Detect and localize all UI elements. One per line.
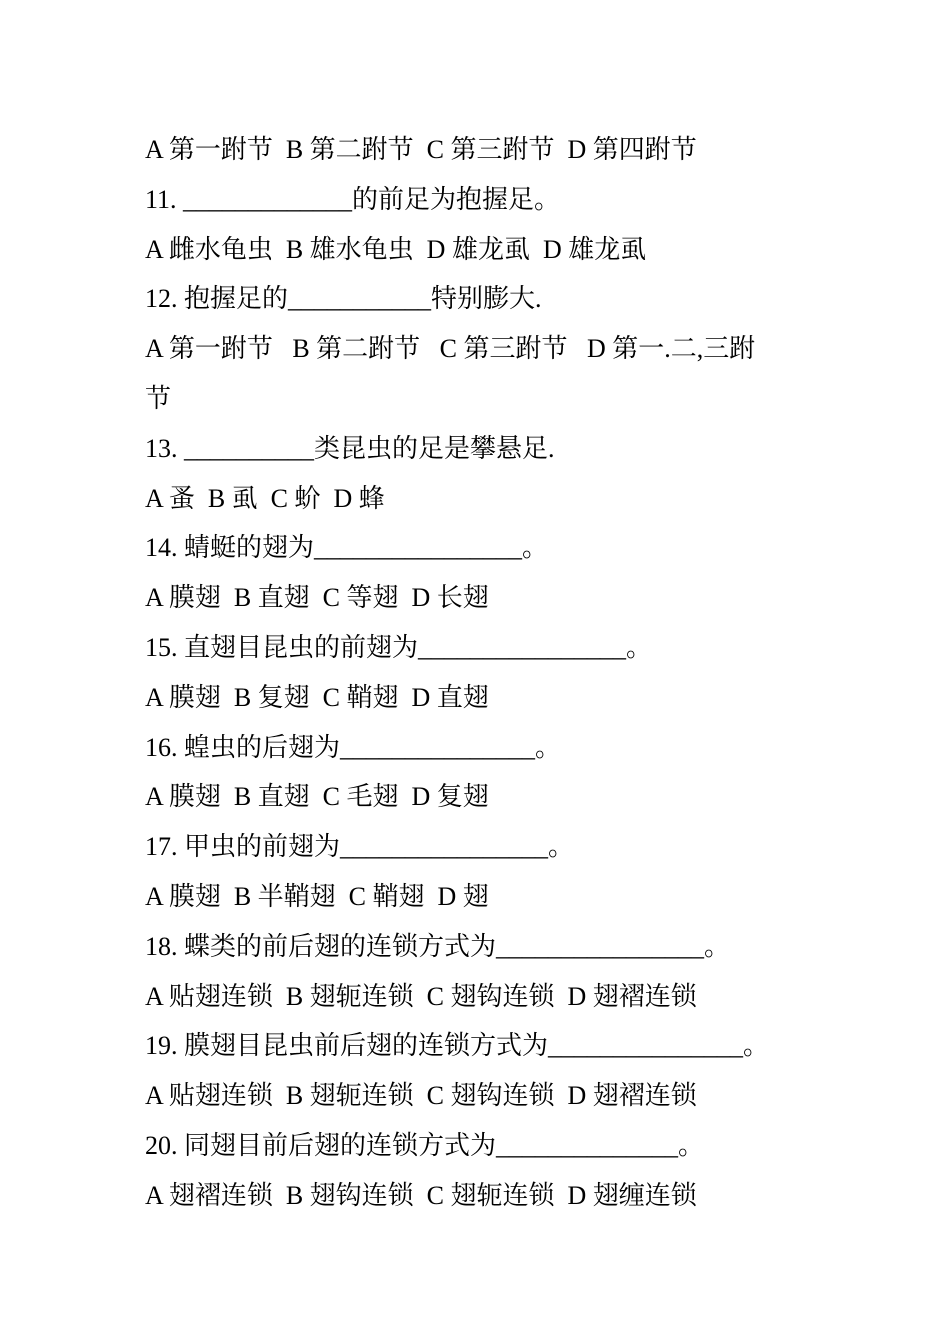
question-12: 12. 抱握足的___________特别膨大. bbox=[145, 284, 542, 314]
options-q10: A 第一跗节 B 第二跗节 C 第三跗节 D 第四跗节 bbox=[145, 135, 697, 164]
options-q12: A 第一跗节 B 第二跗节 C 第三跗节 D 第一.二,三跗 bbox=[145, 334, 756, 364]
options-q18: A 贴翅连锁 B 翅轭连锁 C 翅钩连锁 D 翅褶连锁 bbox=[145, 981, 697, 1011]
document-page bbox=[145, 125, 845, 1221]
question-15: 15. 直翅目昆虫的前翅为________________。 bbox=[145, 632, 653, 662]
question-11: 11. _____________的前足为抱握足。 bbox=[145, 184, 561, 214]
question-17: 17. 甲虫的前翅为________________。 bbox=[145, 832, 575, 862]
question-14: 14. 蜻蜓的翅为________________。 bbox=[145, 533, 549, 563]
options-q17: A 膜翅 B 半鞘翅 C 鞘翅 D 翅 bbox=[145, 881, 489, 911]
question-20: 20. 同翅目前后翅的连锁方式为______________。 bbox=[145, 1130, 705, 1160]
options-q12-continued: 节 bbox=[145, 383, 172, 413]
options-q14: A 膜翅 B 直翅 C 等翅 D 长翅 bbox=[145, 583, 489, 613]
options-q11: A 雌水龟虫 B 雄水龟虫 D 雄龙虱 D 雄龙虱 bbox=[145, 234, 647, 264]
question-18: 18. 蝶类的前后翅的连锁方式为________________。 bbox=[145, 931, 731, 961]
question-13: 13. __________类昆虫的足是攀悬足. bbox=[145, 433, 555, 463]
options-q13: A 蚤 B 虱 C 蚧 D 蜂 bbox=[145, 483, 385, 513]
question-19: 19. 膜翅目昆虫前后翅的连锁方式为_______________。 bbox=[145, 1031, 770, 1061]
options-q16: A 膜翅 B 直翅 C 毛翅 D 复翅 bbox=[145, 782, 489, 812]
options-q15: A 膜翅 B 复翅 C 鞘翅 D 直翅 bbox=[145, 682, 489, 712]
options-q20: A 翅褶连锁 B 翅钩连锁 C 翅轭连锁 D 翅缠连锁 bbox=[145, 1180, 697, 1210]
options-q19: A 贴翅连锁 B 翅轭连锁 C 翅钩连锁 D 翅褶连锁 bbox=[145, 1081, 697, 1111]
question-16: 16. 蝗虫的后翅为_______________。 bbox=[145, 732, 562, 762]
